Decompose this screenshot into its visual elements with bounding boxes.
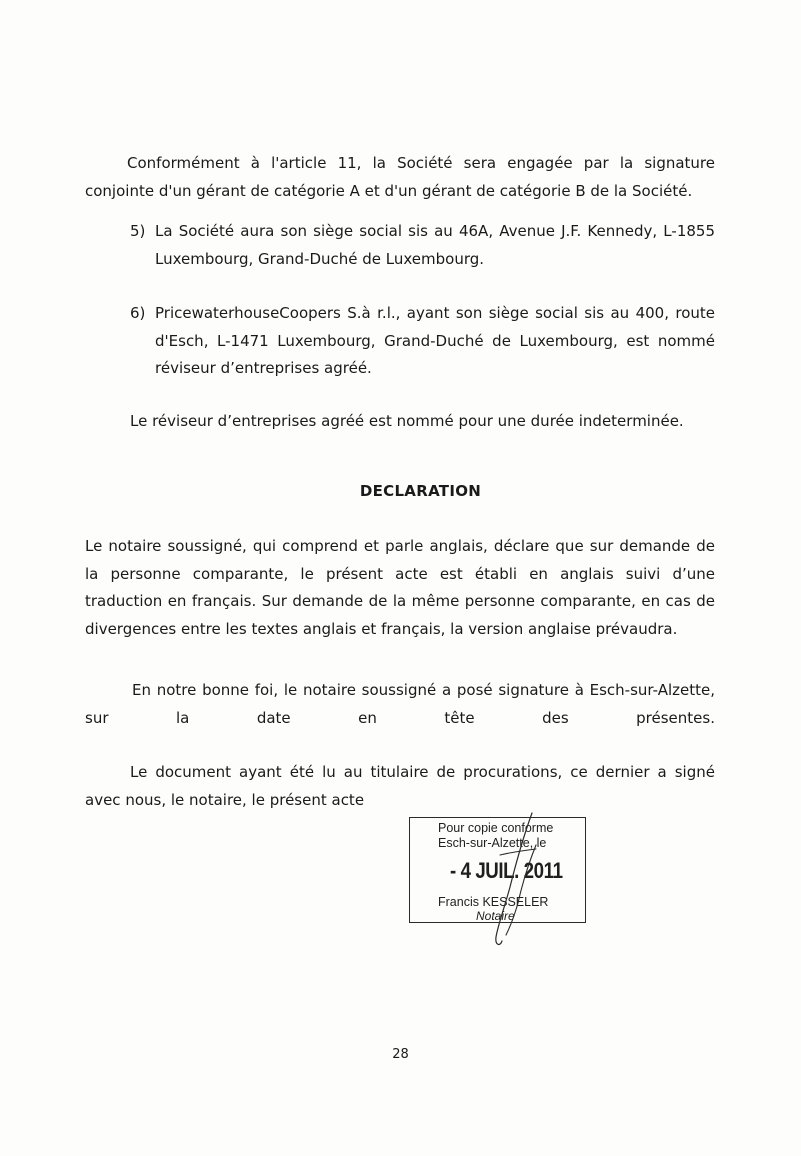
list-item-text: La Société aura son siège social sis au 46A, Avenue J.F. Kennedy, L-1855 Luxembourg, Grand-Duché de Luxembourg. — [155, 222, 715, 268]
page-number: 28 — [392, 1047, 409, 1062]
list-item-6 — [130, 300, 715, 383]
list-item-number: 6) — [130, 304, 146, 322]
list-item-5 — [130, 218, 715, 273]
paragraph-declaration: Le notaire soussigné, qui comprend et parle anglais, déclare que sur demande de la personne comparante, le présent acte est établi en anglais suivi d’une traduction en français. Sur demande de la même personne comparante, en cas de divergences entre les textes anglais et français, la version anglaise prévaudra. — [85, 537, 715, 638]
stamp-notary-role: Notaire — [476, 909, 515, 923]
stamp-line-place: Esch-sur-Alzette, le — [438, 836, 547, 850]
paragraph-bonne-foi: En notre bonne foi, le notaire soussigné a posé signature à Esch-sur-Alzette, sur la date en tête des présentes. — [85, 681, 715, 727]
stamp-notary-name: Francis KESSELER — [438, 895, 549, 909]
paragraph-reviseur: Le réviseur d’entreprises agréé est nommé pour une durée indeterminée. — [130, 412, 684, 430]
list-item-text: PricewaterhouseCoopers S.à r.l., ayant son siège social sis au 400, route d'Esch, L-1471 Luxembourg, Grand-Duché de Luxembourg, est nommé réviseur d’entreprises agréé. — [155, 304, 715, 377]
paragraph-document-signed: Le document ayant été lu au titulaire de procurations, ce dernier a signé avec nous, le notaire, le présent acte — [85, 763, 715, 809]
section-heading-declaration: DECLARATION — [359, 482, 482, 500]
notary-stamp — [409, 817, 586, 923]
paragraph-article-11: Conformément à l'article 11, la Société sera engagée par la signature conjointe d'un gérant de catégorie A et d'un gérant de catégorie B de la Société. — [85, 154, 715, 200]
list-item-number: 5) — [130, 222, 146, 240]
stamp-line-copy: Pour copie conforme — [438, 821, 554, 835]
stamp-date: - 4 JUIL. 2011 — [450, 858, 563, 883]
